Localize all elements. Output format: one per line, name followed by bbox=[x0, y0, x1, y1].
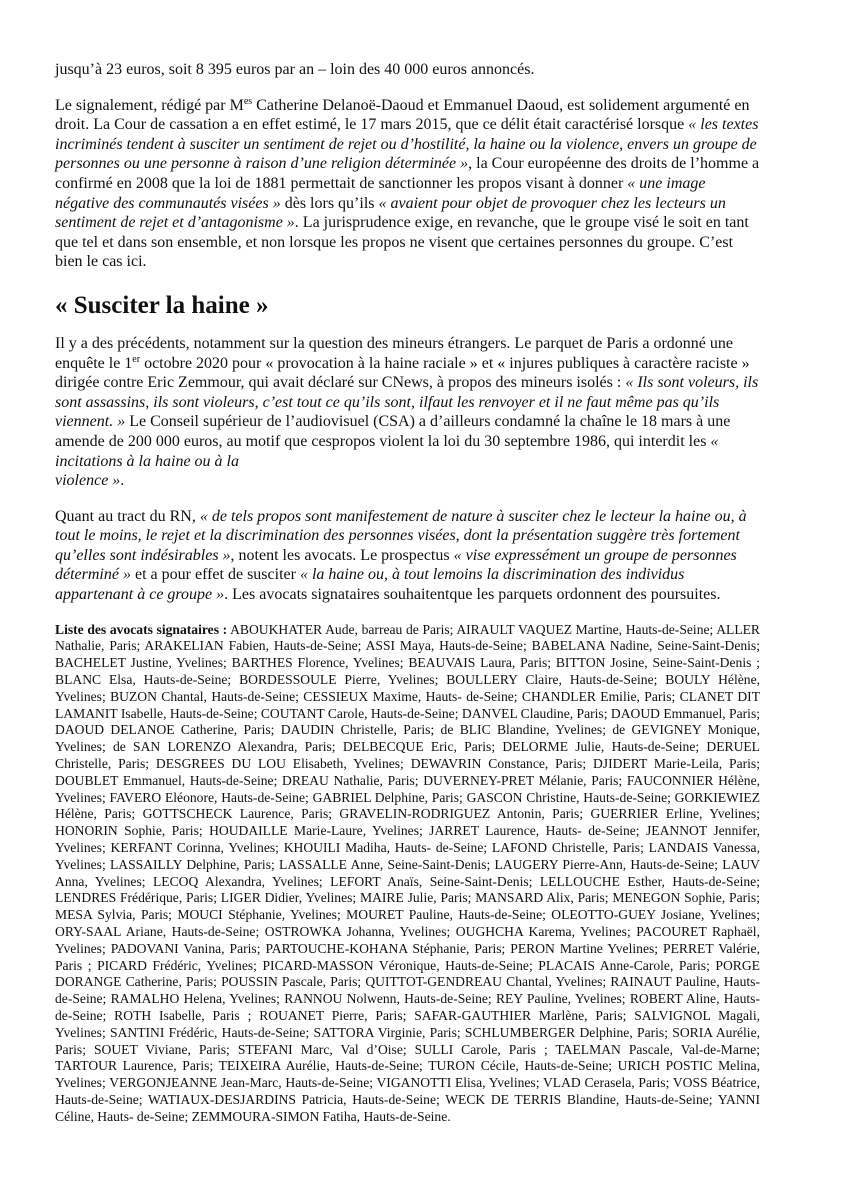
text-run: et a pour effet de susciter bbox=[130, 566, 300, 584]
text-run: . La jurisprudence exige, en revanche, que le groupe visé le soit en tant que tel et dans son ensemble, et non lorsque les propos ne visent que certaines personnes du groupe. C’est bien le cas ici. bbox=[55, 214, 749, 271]
text-run: Quant au tract du RN, bbox=[55, 507, 200, 525]
text-run: Le Conseil supérieur de l’audiovisuel (CSA) a d’ailleurs condamné la chaîne le 18 mars à une amende de 200 000 euros, au motif que cespropos violent la loi du 30 septembre 1986, qui interdit les bbox=[55, 413, 731, 450]
quote: « Ils sont voleurs, ils sont assassins, ils sont violeurs, c’est tout ce qu’ils sont, ilfaut les renvoyer et il ne faut même pas qu’ils viennent. » bbox=[55, 374, 759, 431]
signatories-list bbox=[55, 622, 760, 1126]
quote: « incitations à la haine ou à la bbox=[55, 432, 719, 470]
paragraph-signalement bbox=[55, 96, 760, 272]
text-run: . bbox=[120, 472, 125, 490]
quote: violence » bbox=[55, 472, 121, 490]
superscript: er bbox=[132, 353, 141, 365]
signatories-label: Liste des avocats signataires : bbox=[55, 621, 228, 637]
paragraph-precedents bbox=[55, 334, 760, 491]
signatories-names: ABOUKHATER Aude, barreau de Paris; AIRAULT VAQUEZ Martine, Hauts-de-Seine; ALLER Nathalie, Paris; ARAKELIAN Fabien, Hauts-de-Seine; ASSI Maya, Hauts-de-Seine; BABELANA Nadine, Seine-Saint-Denis; BACHELET Justine, Yvelines; BARTHES Florence, Yvelines; BEAUVAIS Laura, Paris; BITTON Josine, Seine-Saint-Denis ; BLANC Elsa, Hauts-de-Seine; BORDESSOULE Pierre, Yvelines; BOULLERY Claire, Hauts-de-Seine; BOULY Hélène, Yvelines; BUZON Chantal, Hauts-de-Seine; CESSIEUX Maxime, Hauts- de-Seine; CHANDLER Emilie, Paris; CLANET DIT LAMANIT Isabelle, Hauts-de-Seine; COUTANT Carole, Hauts-de-Seine; DANVEL Claudine, Paris; DAOUD Emmanuel, Paris; DAOUD DELANOE Catherine, Paris; DAUDIN Christelle, Paris; de BLIC Blandine, Yvelines; de GEVIGNEY Monique, Yvelines; de SAN LORENZO Alexandra, Paris; DELBECQUE Eric, Paris; DELORME Julie, Hauts-de-Seine; DERUEL Christelle, Paris; DESGREES DU LOU Elisabeth, Yvelines; DEWAVRIN Constance, Paris; DJIDERT Marie-Leila, Paris; DOUBLET Emmanuel, Hauts-de-Seine; DREAU Nathalie, Paris; DUVERNEY-PRET Mélanie, Paris; FAUCONNIER Hélène, Yvelines; FAVERO Eléonore, Hauts-de-Seine; GABRIEL Delphine, Paris; GASCON Christine, Hauts-de-Seine; GORKIEWIEZ Hélène, Paris; GOTTSCHECK Laurence, Paris; GRAVELIN-RODRIGUEZ Antonin, Paris; GUERRIER Erline, Yvelines; HONORIN Sophie, Paris; HOUDAILLE Marie-Laure, Yvelines; JARRET Laurence, Hauts- de-Seine; JEANNOT Jennifer, Yvelines; KERFANT Corinna, Yvelines; KHOUILI Madiha, Hauts- de-Seine; LAFOND Christelle, Paris; LANDAIS Vanessa, Yvelines; LASSAILLY Delphine, Paris; LASSALLE Anne, Seine-Saint-Denis; LAUGERY Pierre-Ann, Hauts-de-Seine; LAUV Anna, Yvelines; LECOQ Alexandra, Yvelines; LEFORT Anaïs, Seine-Saint-Denis; LELLOUCHE Esther, Hauts-de-Seine; LENDRES Frédérique, Paris; LIGER Didier, Yvelines; MAIRE Julie, Paris; MANSARD Alix, Paris; MENEGON Sophie, Paris; MESA Sylvia, Paris; MOUCI Stéphanie, Yvelines; MOURET Pauline, Hauts-de-Seine; OLEOTTO-GUEY Josiane, Yvelines; ORY-SAAL Ariane, Hauts-de-Seine; OSTROWKA Johanna, Yvelines; OUGHCHA Karema, Yvelines; PACOURET Raphaël, Yvelines; PADOVANI Vanina, Paris; PARTOUCHE-KOHANA Stéphanie, Paris; PERON Martine Yvelines; PERRET Valérie, Paris ; PICARD Frédéric, Yvelines; PICARD-MASSON Véronique, Hauts-de-Seine; PLACAIS Anne-Carole, Paris; PORGE DORANGE Catherine, Paris; POUSSIN Pascale, Paris; QUITTOT-GENDREAU Chantal, Yvelines; RAINAUT Pauline, Hauts-de-Seine; RAMALHO Helena, Yvelines; RANNOU Nolwenn, Hauts-de-Seine; REY Pauline, Yvelines; ROBERT Aline, Hauts-de-Seine; ROTH Isabelle, Paris ; ROUANET Pierre, Paris; SAFAR-GAUTHIER Marlène, Paris; SALVIGNOL Magali, Yvelines; SANTINI Frédéric, Hauts-de-Seine; SATTORA Virginie, Paris; SCHLUMBERGER Delphine, Paris; SORIA Aurélie, Paris; SOUET Viviane, Paris; STEFANI Marc, Val d’Oise; SULLI Carole, Paris ; TAELMAN Pascale, Val-de-Marne; TARTOUR Laurence, Paris; TEIXEIRA Aurélie, Hauts-de-Seine; TURON Cécile, Hauts-de-Seine; URICH POSTIC Melina, Yvelines; VERGONJEANNE Jean-Marc, Hauts-de-Seine; VIGANOTTI Elisa, Yvelines; VLAD Cerasela, Paris; VOSS Béatrice, Hauts-de-Seine; WATIAUX-DESJARDINS Patricia, Hauts-de-Seine; WECK DE TERRIS Blandine, Hauts-de-Seine; YANNI Céline, Hauts- de-Seine; ZEMMOURA-SIMON Fatiha, Hauts-de-Seine. bbox=[55, 621, 761, 1124]
section-heading: « Susciter la haine » bbox=[55, 291, 269, 319]
text-run: octobre 2020 pour « provocation à la haine raciale » et « injures publiques à caractère raciste » dirigée contre Eric Zemmour, qui avait déclaré sur CNews, à propos des mineurs isolés : bbox=[55, 354, 750, 392]
quote: « la haine ou, à tout lemoins la discrimination des individus appartenant à ce groupe » bbox=[55, 566, 685, 604]
text-run: , notent les avocats. Le prospectus bbox=[230, 546, 454, 564]
text-run: Catherine Delanoë-Daoud et Emmanuel Daoud, est solidement argumenté en droit. La Cour de cassation a en effet estimé, le 17 mars 2015, que ce délit était caractérisé lorsque bbox=[55, 96, 750, 134]
quote: « avaient pour objet de provoquer chez les lecteurs un sentiment de rejet et d’antagonisme » bbox=[55, 194, 726, 232]
quote: « de tels propos sont manifestement de nature à susciter chez le lecteur la haine ou, à tout le moins, le rejet et la discrimination des personnes visées, dont la présentation suggère très fortement qu’elles sont indésirables » bbox=[55, 507, 747, 564]
paragraph-intro: jusqu’à 23 euros, soit 8 395 euros par an – loin des 40 000 euros annoncés. bbox=[55, 61, 535, 78]
text-run: dès lors qu’ils bbox=[280, 194, 379, 212]
paragraph-tract-rn bbox=[55, 507, 760, 605]
quote: « une image négative des communautés visées » bbox=[55, 174, 706, 212]
text-run: , la Cour européenne des droits de l’homme a confirmé en 2008 que la loi de 1881 permettait de sanctionner les propos visant à donner bbox=[55, 155, 760, 192]
quote: « les textes incriminés tendent à susciter un sentiment de rejet ou d’hostilité, la haine ou la violence, envers un groupe de personnes ou une personne à raison d’une religion déterminée » bbox=[55, 116, 759, 173]
text-run: Le signalement, rédigé par M bbox=[55, 96, 244, 114]
text-run: Il y a des précédents, notamment sur la question des mineurs étrangers. Le parquet de Paris a ordonné une enquête le 1 bbox=[55, 334, 734, 372]
superscript: es bbox=[243, 95, 253, 107]
text-run: . Les avocats signataires souhaitentque les parquets ordonnent des poursuites. bbox=[224, 586, 721, 604]
quote: « vise expressément un groupe de personnes déterminé » bbox=[55, 546, 737, 584]
document-page bbox=[55, 60, 760, 1126]
